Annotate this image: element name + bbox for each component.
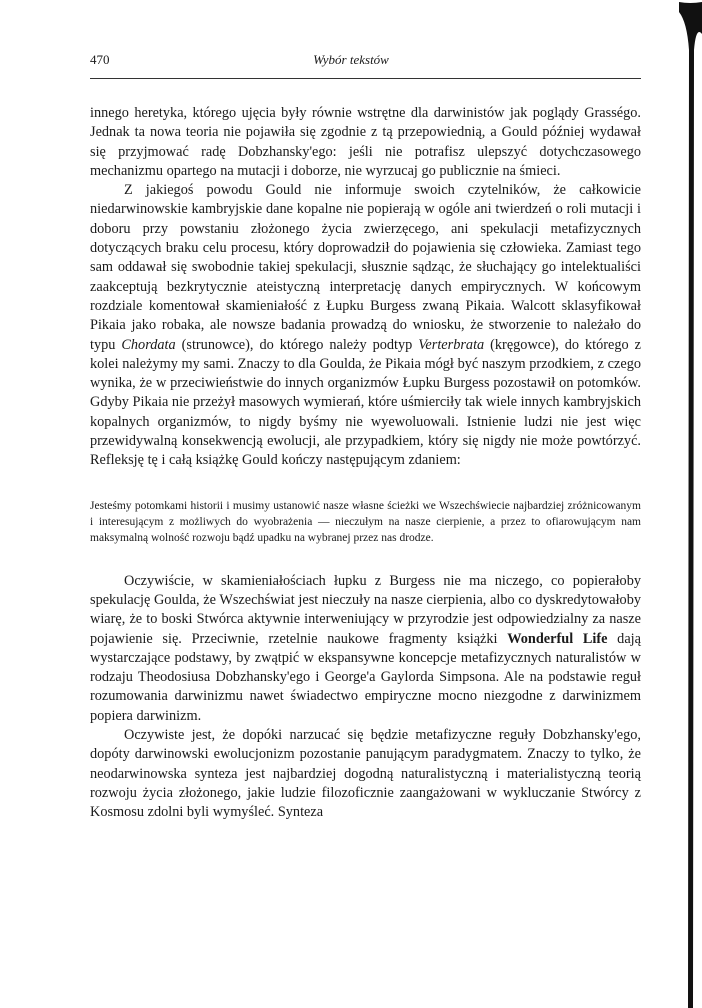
- paragraph-4: [90, 726, 641, 822]
- running-head: Wybór tekstów: [313, 52, 389, 67]
- page-edge-binding: [678, 0, 702, 1008]
- body-text: [90, 104, 641, 823]
- text-run: Verterbrata: [418, 336, 485, 353]
- header-rule: [90, 78, 641, 79]
- text-run: (kręgowce), do którego z kolei należymy my sami. Znaczy to dla Goulda, że Pikaia mógł być naszym przodkiem, z czego wynika, że w przeciwieństwie do innych organizmów Łupku Burgess pozostawił on potomków. Gdyby Pikaia nie przeżył masowych wymierań, które uśmierciły tak wiele innych kambryjskich kopalnych organizmów, to nigdy byśmy nie wyewoluowali. Istnienie ludzi nie jest więc przewidywalną konsekwencją ewolucji, ale przypadkiem, który się nigdy nie może powtórzyć. Refleksję tę i całą książkę Gould kończy następującym zdaniem:: [90, 336, 641, 469]
- text-run: Z jakiegoś powodu Gould nie informuje swoich czytelników, że całkowicie niedarwinowskie kambryjskie dane kopalne nie popierają w ogóle ani twierdzeń o roli mutacji i doboru przy powstaniu złożonego życia zwierzęcego, ani spekulacji metafizycznych dotyczących braku celu procesu, który doprowadził do pojawienia się człowieka. Zamiast tego sam oddawał się swobodnie takiej spekulacji, słusznie sądząc, że słuchający go intelektualiści zaakceptują bezkrytycznie ateistyczną interpretację danych empirycznych. W końcowym rozdziale komentował skamieniałość z Łupku Burgess zwaną Pikaia. Walcott sklasyfikował Pikaia jako robaka, ale nowsze badania prowadzą do wniosku, że stworzenie to należało do typu: [90, 182, 641, 353]
- text-run: Chordata: [121, 336, 176, 353]
- paragraph-3: [90, 572, 641, 726]
- text-run: innego heretyka, którego ujęcia były równie wstrętne dla darwinistów jak poglądy Grasségo. Jednak ta nowa teoria nie pojawiła się zgodnie z tą przepowiednią, a Gould później wydawał się przyjmować radę Dobzhansky'ego: jeśli nie potrafisz ulepszyć dotychczasowego mechanizmu opartego na mutacji i doborze, nie wyrzucaj go publicznie na śmieci.: [90, 105, 641, 179]
- text-run: dają wystarczające podstawy, by zwątpić w ekspansywne koncepcje metafizycznych naturalistów w rodzaju Theodosiusa Dobzhansky'ego i George'a Gaylorda Simpsona. Ale na podstawie reguł rozumowania darwinizmu nawet świadectwo empiryczne mocno niezgodne z darwinizmem popiera darwinizm.: [90, 630, 641, 724]
- block-quote: Jesteśmy potomkami historii i musimy ustanowić nasze własne ścieżki we Wszechświecie najbardziej zróżnicowanym i interesującym z możliwych do wyobrażenia — nieczułym na nasze cierpienie, a przez to ofiarowującym nam maksymalną wolność rozwoju bądź upadku na wybranej przez nas drodze.: [90, 499, 641, 544]
- page-number: 470: [90, 52, 110, 67]
- text-run: (strunowce), do którego należy podtyp: [175, 336, 419, 353]
- paragraph-1: [90, 104, 641, 181]
- text-run: Oczywiste jest, że dopóki narzucać się będzie metafizyczne reguły Dobzhansky'ego, dopóty darwinowski ewolucjonizm pozostanie panującym paradygmatem. Znaczy to tylko, że neodarwinowska synteza jest najbardziej dogodną naturalistyczną i materialistyczną teorią rozwoju życia złożonego, jakie ludzie filozoficznie zaangażowani w wykluczanie Stwórcy z Kosmosu zdolni byli wymyśleć. Synteza: [90, 727, 641, 821]
- text-run: Wonderful Life: [507, 630, 608, 647]
- text-run: Oczywiście, w skamieniałościach łupku z Burgess nie ma niczego, co popierałoby spekulację Goulda, że Wszechświat jest nieczuły na nasze cierpienia, albo co dyskredytowałoby wiarę, że to boski Stwórca aktywnie interweniujący w przyrodzie jest odpowiedzialny za nasze pojawienie się. Przeciwnie, rzetelnie naukowe fragmenty książki: [90, 572, 641, 647]
- paragraph-2: [90, 181, 641, 470]
